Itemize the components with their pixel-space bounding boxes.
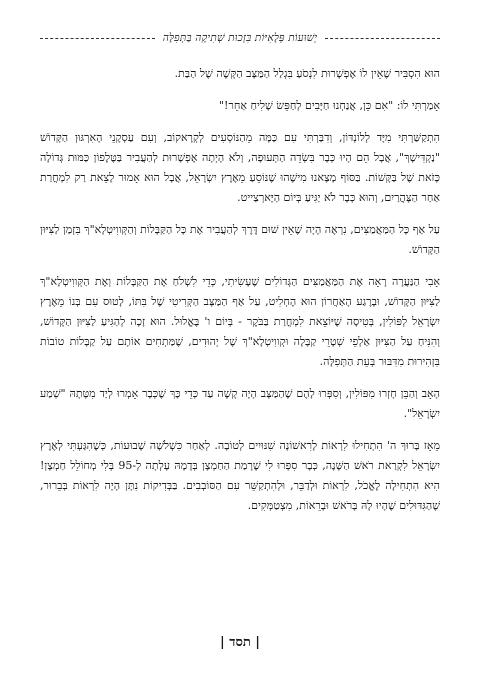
page xyxy=(40,30,440,670)
running-header xyxy=(40,30,440,46)
paragraph: הִתְקַשַּׁרְתִּי מִיָּד לְלוֹנְדּוֹן, וְדִבַּרְתִּי עִם כַּמָּה מֵהַנּוֹסְעִים לְקְרָאקוֹב, וְעִם עַסְקָנֵי הָאִרְגּוּן הַקָּדוֹשׁ "נַקְדִּישָׁךְ", אֲבָל הֵם הָיוּ כְּבָר בִּשְׂדֵה הַתְּעוּפָה, וְלֹא הָיְתָה אֶפְשָׁרוּת לְהַעֲבִיר בַּטֶּלֶפוֹן כַּמּוּת גְּדוֹלָה כָּזֹאת שֶׁל בַּקָּשׁוֹת. בַּסּוֹף מָצָאנוּ מִישֶׁהוּ שֶׁנּוֹסֵעַ מֵאֶרֶץ יִשְׂרָאֵל, אֲבָל הוּא אָמוּר לָצֵאת רַק לִמְחֳרַת אַחַר הַצָּהֳרַיִם, וְהוּא כְּבָר לֹא יַגִּיעַ בְּיוֹם הַיָּארְצַייט. xyxy=(40,131,441,204)
paragraph: מֵאָז בָּרוּךְ ה' הִתְחִילוּ לִרְאוֹת לָרִאשׁוֹנָה שִׁנּוּיִים לְטוֹבָה. לְאַחַר כִּשְׁלֹשָׁה שָׁבוּעוֹת, כְּשֶׁהִגַּעְתִּי לְאֶרֶץ יִשְׂרָאֵל לִקְרַאת רֹאשׁ הַשָּׁנָה, כְּבָר סִפְּרוּ לִי שֶׁרָמַת הַחַמְצָן בְּדָמָהּ עָלְתָה לְ-95 בְּלִי מְחוֹלֵל חַמְצָן! הִיא הִתְחִילָה לֶאֱכֹל, לִרְאוֹת וּלְדַבֵּר, וּלְהִתְקַשֵּׁר עִם הַסּוֹבְבִים. בַּבְּדִיקוֹת נִתָּן הָיָה לִרְאוֹת בְּבֵרוּר, שֶׁהַגִּדּוּלִים שֶׁהָיוּ לָהּ בָּרֹאשׁ וּבָרֵאוֹת, מִצְטַמְּקִים. xyxy=(40,439,440,512)
paragraph: אָבִי הַנַּעֲרָה רָאָה אֶת הַמַּאֲמַצִּים הַגְּדוֹלִים שֶׁעָשִׂיתִי, כְּדֵי לִשְׁלֹחַ אֶת הַקַּבָּלוֹת וְאֶת הַקְּווִיטְלָא"ךְ לַצִּיּוּן הַקָּדוֹשׁ, וּבָרֶגַע הָאַחֲרוֹן הוּא הֶחְלִיט, עַל אַף הַמַּצָּב הַקְּרִיטִי שֶׁל בִּתּוֹ, לָטוּס עִם בְּנוֹ מֵאֶרֶץ יִשְׂרָאֵל לְפּוֹלִין, בְּטִיסָה שֶׁיּוֹצֵאת לִמְחֳרַת בַּבֹּקֶר - בְּיוֹם ו' בֶּאֱלוּל. הוּא זָכָה לְהַגִּיעַ לַצִּיּוּן הַקָּדוֹשׁ, וְהִנִּיחַ עַל הַצִּיּוּן אַלְפֵי שְׁטָרֵי קַבָּלָה וּקְווִיטְלָא"ךְ שֶׁל יְהוּדִים, שֶׁמַּתְחִים אוֹתָם עַל קַבָּלוֹת טוֹבוֹת בִּזְהִירוּת מִדִּבּוּר בְּעֵת הַתְּפִלָּה. xyxy=(40,275,440,368)
running-header-title: יְשׁוּעוֹת פְּלָאִיּוֹת בִּזְכוּת שְׁתִיקָה בַּתְּפִלָּה xyxy=(162,32,318,44)
header-rule-left xyxy=(40,38,155,39)
paragraph: אָמַרְתִּי לוֹ: "אִם כֵּן, אֲנַחְנוּ חַיָּבִים לְחַפֵּשׂ שָׁלִיחַ אַחֵר!" xyxy=(218,99,440,112)
paragraph: הָאָב וְהַבֵּן חָזְרוּ מִפּוֹלִין, וְסִפְּרוּ לָהֶם שֶׁהַמַּצָּב הָיָה קָשֶׁה עַד כְּדֵי כָּךְ שֶׁכְּבָר אָמְרוּ לְיַד מִטָּתָהּ "שְׁמַע יִשְׂרָאֵל". xyxy=(40,387,440,420)
paragraph: הוּא הִסְבִּיר שֶׁאֵין לוֹ אֶפְשָׁרוּת לִנְסֹעַ בִּגְלַל הַמַּצָּב הַקָּשֶׁה שֶׁל הַבַּת. xyxy=(174,67,440,80)
header-rule-right xyxy=(325,38,440,39)
page-number: | תסד | xyxy=(219,635,261,650)
paragraph: עַל אַף כָּל הַמַּאֲמַצִּים, נִרְאֶה הָיָה שֶׁאֵין שׁוּם דֶּרֶךְ לְהַעֲבִיר אֶת כָּל הַקַּבָּלוֹת וְהַקְּווִיטְלָא"ךְ בִּזְמַן לַצִּיּוּן הַקָּדוֹשׁ. xyxy=(40,223,440,256)
body-text xyxy=(40,64,440,516)
